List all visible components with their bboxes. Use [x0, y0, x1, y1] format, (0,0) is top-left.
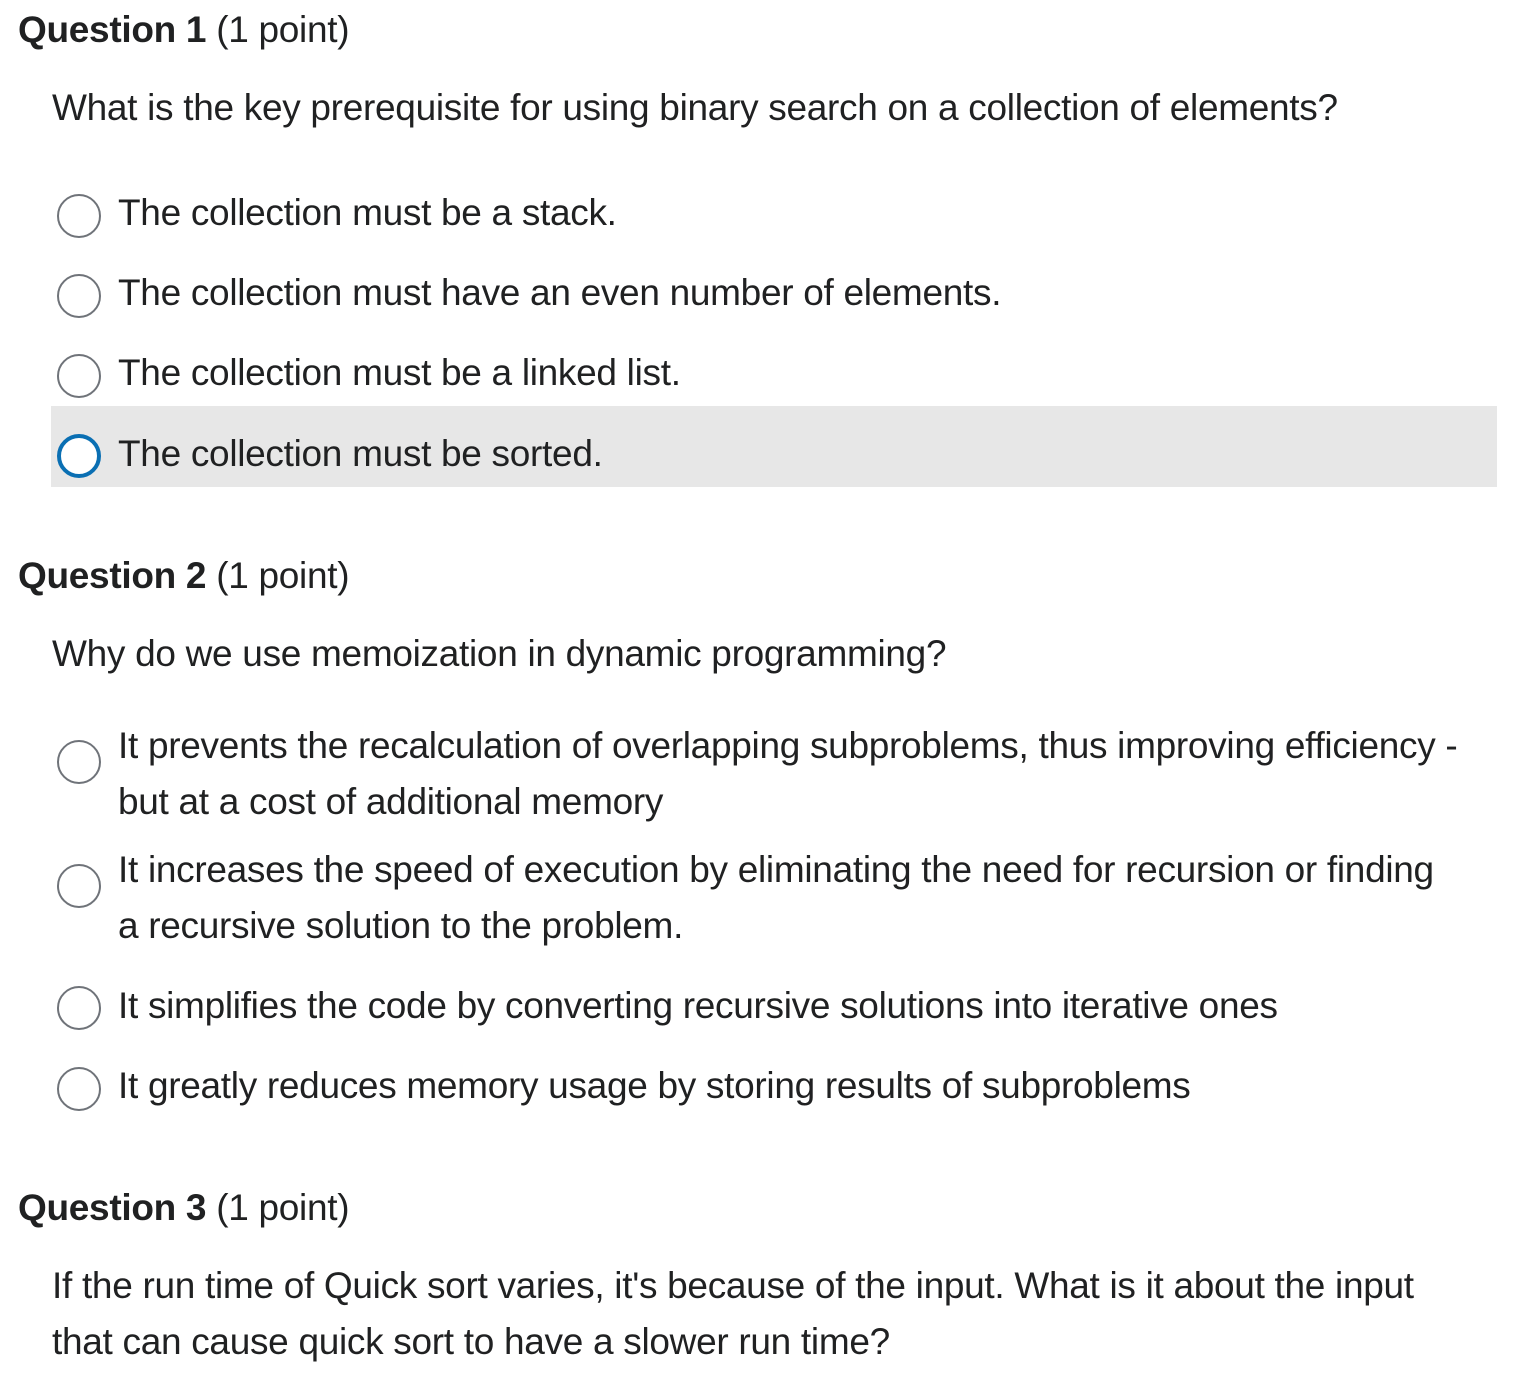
question-title: Question 2 — [18, 555, 207, 596]
answer-option[interactable] — [51, 333, 1497, 406]
answer-option[interactable] — [51, 1046, 1497, 1126]
radio-button[interactable] — [57, 1067, 101, 1111]
radio-button[interactable] — [57, 354, 101, 398]
question-points: (1 point) — [216, 1187, 350, 1228]
question-heading — [18, 1186, 349, 1230]
radio-button[interactable] — [57, 274, 101, 318]
option-label[interactable]: The collection must be a linked list. — [118, 352, 681, 393]
option-label[interactable]: It increases the speed of execution by eliminating the need for recursion or finding a recursive solution to the problem. — [118, 849, 1434, 946]
answer-option[interactable] — [51, 173, 1497, 253]
radio-button[interactable] — [57, 194, 101, 238]
option-label[interactable]: It simplifies the code by converting recursive solutions into iterative ones — [118, 985, 1278, 1026]
answer-option[interactable] — [51, 253, 1497, 333]
question-points: (1 point) — [216, 555, 350, 596]
radio-button[interactable] — [57, 986, 101, 1030]
answer-option[interactable] — [51, 836, 1497, 966]
question-text: What is the key prerequisite for using binary search on a collection of elements? — [52, 87, 1338, 128]
question-text: Why do we use memoization in dynamic programming? — [52, 633, 947, 674]
answer-option[interactable] — [51, 712, 1497, 836]
radio-button[interactable] — [57, 740, 101, 784]
option-label[interactable]: The collection must be a stack. — [118, 192, 617, 233]
question-heading — [18, 554, 349, 598]
answer-option[interactable] — [51, 966, 1497, 1046]
answer-option-focused[interactable] — [51, 406, 1497, 487]
question-title: Question 1 — [18, 9, 207, 50]
option-label[interactable]: It greatly reduces memory usage by storing results of subproblems — [118, 1065, 1191, 1106]
question-text: If the run time of Quick sort varies, it's because of the input. What is it about the input that can cause quick sort to have a slower run time? — [52, 1265, 1414, 1362]
radio-button[interactable] — [57, 864, 101, 908]
radio-button[interactable] — [57, 434, 101, 478]
option-label[interactable]: The collection must have an even number of elements. — [118, 272, 1002, 313]
question-heading — [18, 8, 349, 52]
option-label[interactable]: It prevents the recalculation of overlapping subproblems, thus improving efficiency - but at a cost of additional memory — [118, 725, 1458, 822]
option-label[interactable]: The collection must be sorted. — [118, 433, 603, 474]
question-points: (1 point) — [216, 9, 350, 50]
question-title: Question 3 — [18, 1187, 207, 1228]
